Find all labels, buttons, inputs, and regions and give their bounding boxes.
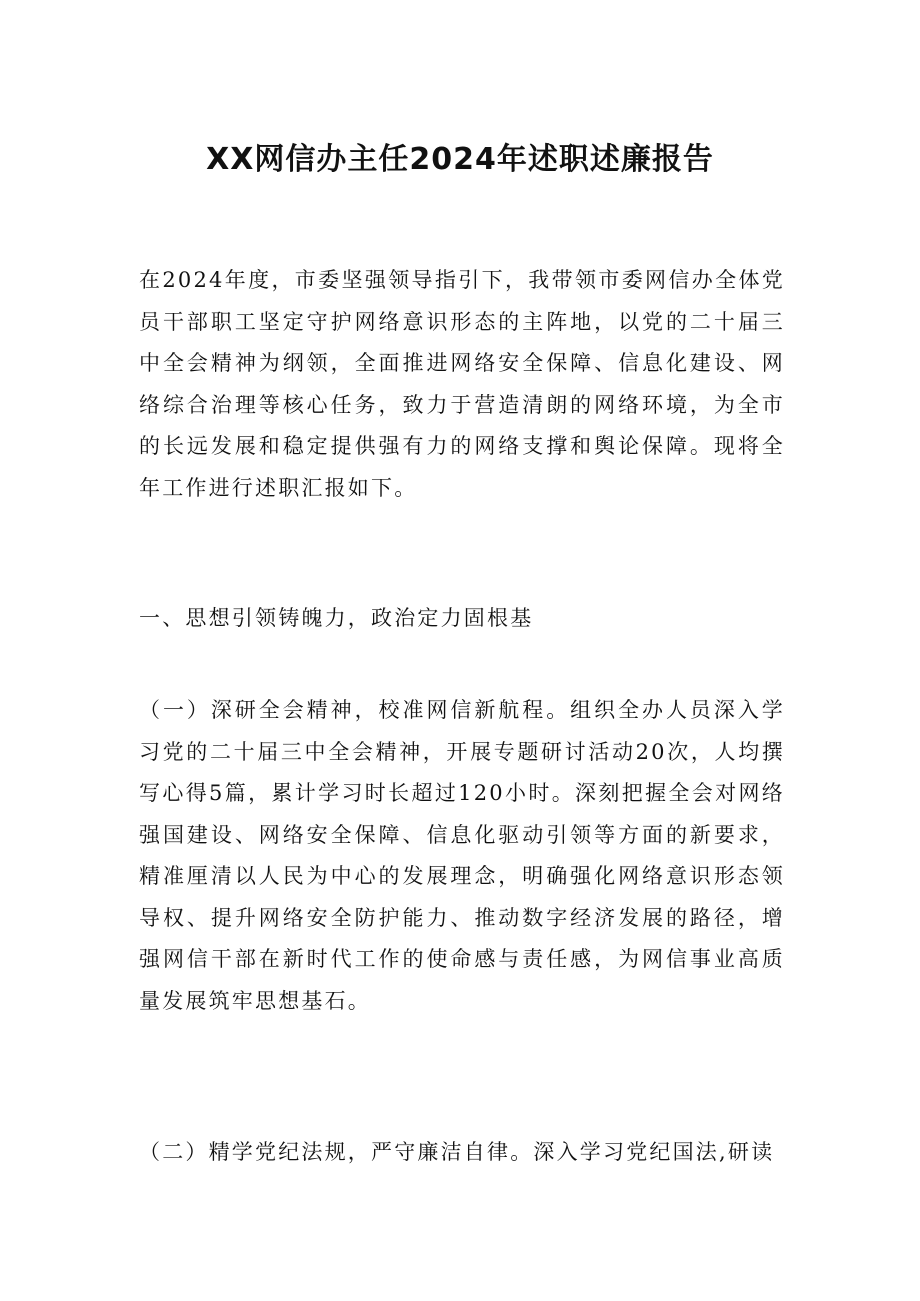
section-heading-1: 一、思想引领铸魄力，政治定力固根基 — [139, 606, 534, 630]
section-item-1: （一）深研全会精神，校准网信新航程。组织全办人员深入学习党的二十届三中全会精神，开展专题研讨活动20次，人均撰写心得5篇，累计学习时长超过120小时。深刻把握全会对网络强国建设、网络安全保障、信息化驱动引领等方面的新要求，精准厘清以人民为中心的发展理念，明确强化网络意识形态领导权、提升网络安全防护能力、推动数字经济发展的路径，增强网信干部在新时代工作的使命感与责任感，为网信事业高质量发展筑牢思想基石。 — [139, 698, 785, 1013]
intro-paragraph: 在2024年度，市委坚强领导指引下，我带领市委网信办全体党员干部职工坚定守护网络意识形态的主阵地，以党的二十届三中全会精神为纲领，全面推进网络安全保障、信息化建设、网络综合治理等核心任务，致力于营造清朗的网络环境，为全市的长远发展和稳定提供强有力的网络支撑和舆论保障。现将全年工作进行述职汇报如下。 — [139, 268, 785, 500]
section-item-2: （二）精学党纪法规，严守廉洁自律。深入学习党纪国法,研读 — [139, 1140, 775, 1164]
document-title: XX网信办主任2024年述职述廉报告 — [206, 142, 714, 177]
